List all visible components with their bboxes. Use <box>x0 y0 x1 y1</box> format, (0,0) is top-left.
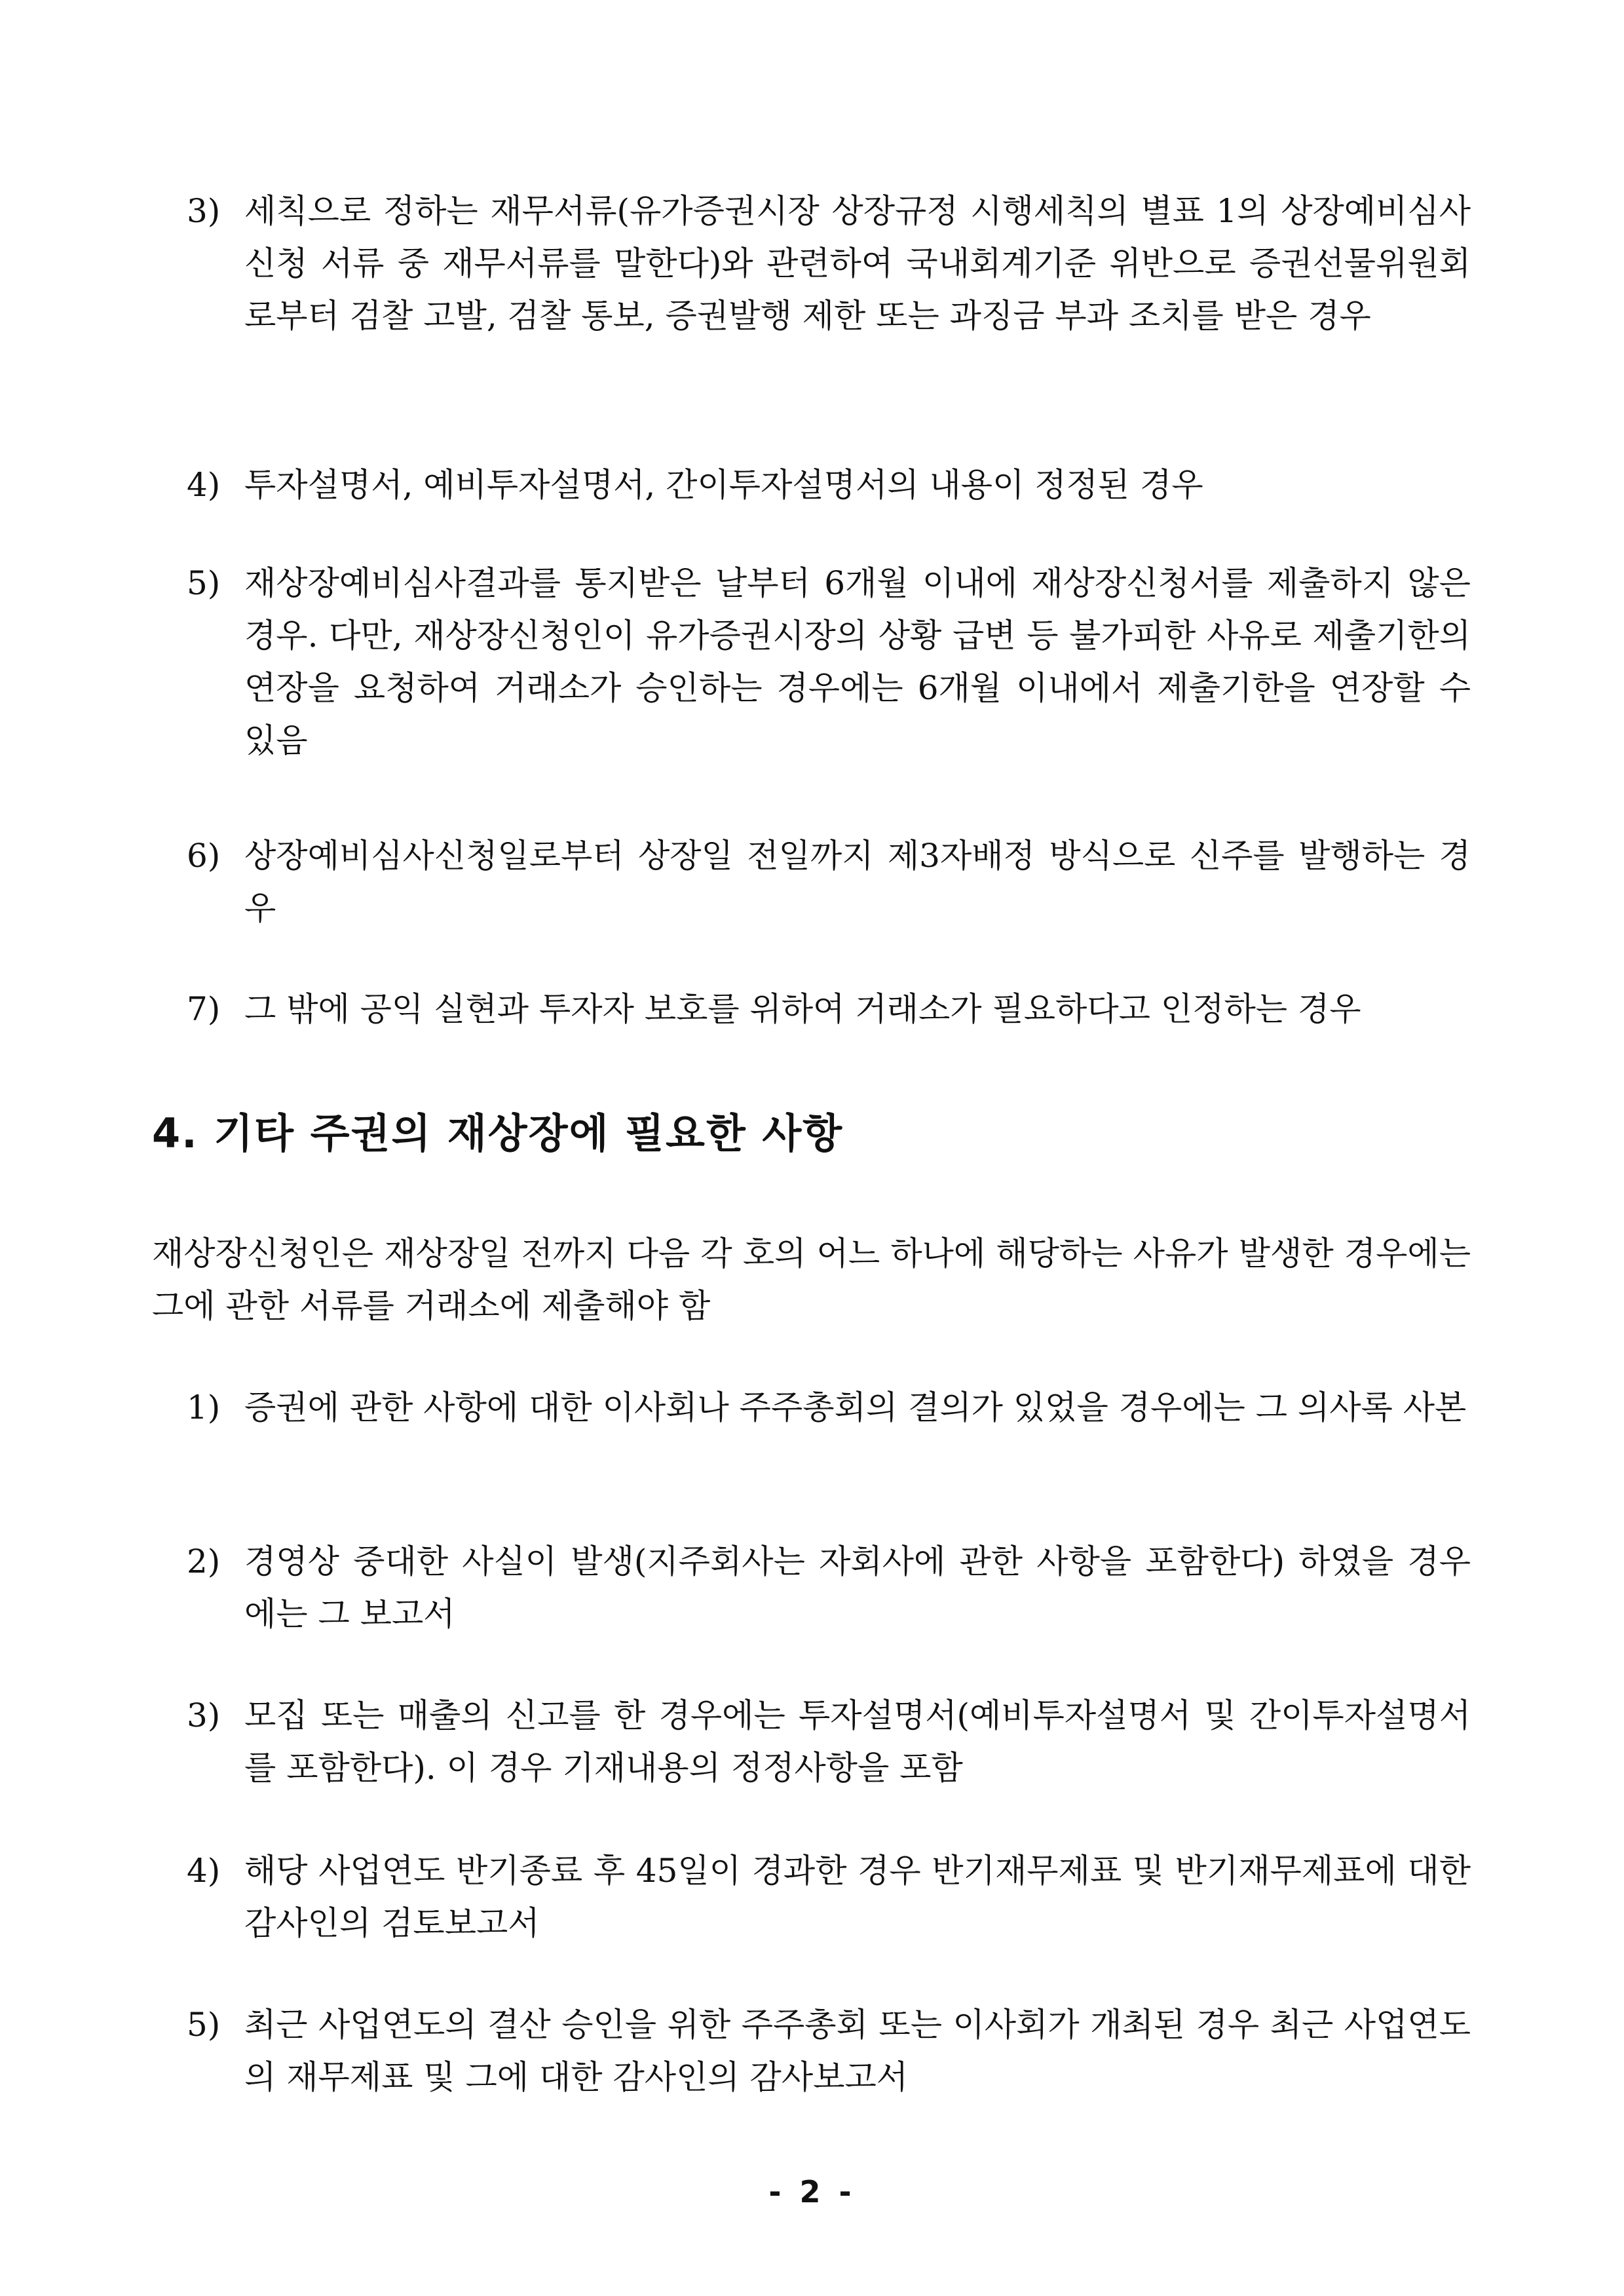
list-item <box>187 1999 1471 2103</box>
list-item-text: 경영상 중대한 사실이 발생(지주회사는 자회사에 관한 사항을 포함한다) 하였을 경우에는 그 보고서 <box>244 1542 1471 1633</box>
list-item-number: 2) <box>187 1542 221 1580</box>
list-item-text: 그 밖에 공익 실현과 투자자 보호를 위하여 거래소가 필요하다고 인정하는 경우 <box>244 990 1361 1028</box>
list-item <box>187 557 1471 767</box>
intro-paragraph: 재상장신청인은 재상장일 전까지 다음 각 호의 어느 하나에 해당하는 사유가 발생한 경우에는 그에 관한 서류를 거래소에 제출해야 함 <box>152 1234 1471 1325</box>
list-item <box>187 983 1471 1035</box>
list-item <box>187 1535 1471 1640</box>
list-item-text: 투자설명서, 예비투자설명서, 간이투자설명서의 내용이 정정된 경우 <box>244 466 1203 504</box>
page-number: - 2 - <box>768 2174 856 2210</box>
list-item-number: 3) <box>187 192 221 230</box>
section-heading: 4. 기타 주권의 재상장에 필요한 사항 <box>152 1109 844 1157</box>
list-item <box>187 830 1471 934</box>
list-item-text: 최근 사업연도의 결산 승인을 위한 주주총회 또는 이사회가 개최된 경우 최근 사업연도의 재무제표 및 그에 대한 감사인의 감사보고서 <box>244 2006 1471 2096</box>
list-item-number: 6) <box>187 837 221 875</box>
list-item-number: 5) <box>187 2006 221 2044</box>
list-item-number: 7) <box>187 990 221 1028</box>
list-item-text: 재상장예비심사결과를 통지받은 날부터 6개월 이내에 재상장신청서를 제출하지 않은 경우. 다만, 재상장신청인이 유가증권시장의 상황 급변 등 불가피한 사유로 제출기한의 연장을 요청하여 거래소가 승인하는 경우에는 6개월 이내에서 제출기한을 연장할 수 있음 <box>244 564 1471 759</box>
list-item-text: 세칙으로 정하는 재무서류(유가증권시장 상장규정 시행세칙의 별표 1의 상장예비심사 신청 서류 중 재무서류를 말한다)와 관련하여 국내회계기준 위반으로 증권선물위원회로부터 검찰 고발, 검찰 통보, 증권발행 제한 또는 과징금 부과 조치를 받은 경우 <box>244 192 1471 335</box>
list-item-number: 5) <box>187 564 221 602</box>
list-item <box>187 459 1471 511</box>
list-item <box>187 1689 1471 1794</box>
list-item-number: 1) <box>187 1388 221 1426</box>
list-item-text: 모집 또는 매출의 신고를 한 경우에는 투자설명서(예비투자설명서 및 간이투자설명서를 포함한다). 이 경우 기재내용의 정정사항을 포함 <box>244 1696 1471 1787</box>
list-item-number: 4) <box>187 466 221 504</box>
list-item-text: 증권에 관한 사항에 대한 이사회나 주주총회의 결의가 있었을 경우에는 그 의사록 사본 <box>244 1388 1467 1426</box>
list-item <box>187 1845 1471 1949</box>
list-item <box>187 185 1471 342</box>
list-item-number: 3) <box>187 1696 221 1734</box>
list-item-number: 4) <box>187 1852 221 1890</box>
list-item <box>187 1381 1471 1434</box>
list-item-text: 해당 사업연도 반기종료 후 45일이 경과한 경우 반기재무제표 및 반기재무제표에 대한 감사인의 검토보고서 <box>244 1852 1471 1942</box>
list-item-text: 상장예비심사신청일로부터 상장일 전일까지 제3자배정 방식으로 신주를 발행하는 경우 <box>244 837 1471 927</box>
